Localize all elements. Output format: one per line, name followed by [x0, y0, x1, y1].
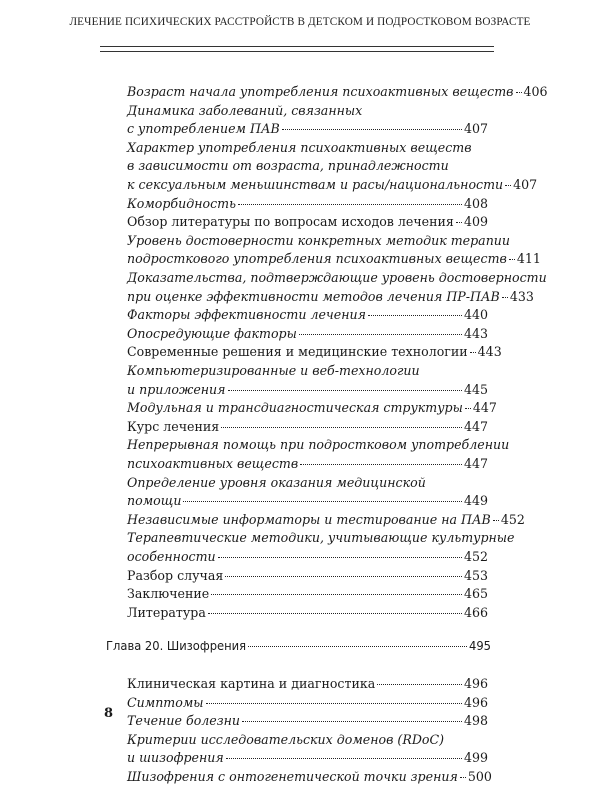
header-rule-thin [100, 51, 494, 52]
toc-entry [127, 306, 488, 324]
toc-entry-line [127, 269, 547, 287]
toc-page-number: 453 [463, 567, 488, 583]
toc-entry-title: Непрерывная помощь при подростковом употреблении [127, 437, 510, 453]
toc-entry [127, 399, 497, 417]
toc-entry [127, 712, 488, 730]
toc-page-number: 496 [463, 676, 488, 691]
toc-entry-title: в зависимости от возраста, принадлежности [127, 158, 449, 174]
toc-entry [127, 455, 488, 473]
toc-entry-line [127, 436, 510, 454]
toc-page-number: 447 [463, 418, 488, 434]
toc-page-number: 407 [463, 121, 488, 137]
toc-entry-title: Течение болезни [127, 713, 241, 729]
toc-entry [127, 511, 525, 529]
dot-leader [465, 408, 471, 409]
dot-leader [505, 185, 511, 186]
dot-leader [493, 520, 499, 521]
dot-leader [218, 557, 462, 558]
toc-entry-title: Заключение [127, 586, 210, 602]
toc-entry-title: Обзор литературы по вопросам исходов лечения [127, 214, 454, 230]
toc-entry [127, 83, 548, 101]
toc-entry [127, 749, 488, 767]
toc-entry-title: к сексуальным меньшинствам и расы/национальности [127, 177, 504, 192]
toc-entry-line [127, 157, 488, 175]
toc-page-number: 443 [463, 325, 488, 341]
toc-entry-title: Возраст начала употребления психоактивных веществ [127, 84, 514, 99]
dot-leader [248, 646, 467, 647]
dot-leader [368, 315, 462, 316]
toc-entry-title: Динамика заболеваний, связанных [127, 102, 363, 118]
toc-entry [127, 213, 488, 231]
toc-entry-title: особенности [127, 549, 216, 564]
dot-leader [456, 222, 462, 223]
dot-leader [206, 703, 462, 704]
toc-entry [127, 176, 538, 194]
toc-entry [127, 418, 488, 436]
toc-entry-line [127, 529, 515, 547]
toc-entry-title: Коморбидность [127, 195, 236, 211]
toc-page-number: 406 [523, 84, 548, 99]
page-number: 8 [104, 706, 114, 721]
toc-page-number: 447 [463, 456, 488, 471]
toc-entry-line [127, 474, 488, 492]
dot-leader [299, 334, 462, 335]
toc-page-number: 498 [463, 713, 488, 729]
dot-leader [516, 92, 522, 93]
dot-leader [242, 721, 462, 722]
toc-page-number: 445 [463, 381, 488, 397]
toc-entry [127, 604, 488, 622]
dot-leader [377, 684, 462, 685]
dot-leader [225, 576, 462, 577]
dot-leader [238, 204, 462, 205]
toc-entry [127, 492, 488, 510]
toc-page-number: 500 [467, 769, 492, 784]
toc-entry [127, 325, 488, 343]
toc-entry-line [127, 731, 488, 749]
toc-entry [127, 343, 502, 361]
toc-entry [127, 195, 488, 213]
toc-entry-line [127, 362, 488, 380]
toc-entry-title: Курс лечения [127, 418, 220, 434]
toc-entry [127, 250, 541, 268]
toc-entry-title: при оценке эффективности методов лечения ПР-ПАВ [127, 288, 500, 304]
toc-entry-title: Современные решения и медицинские технологии [127, 344, 468, 360]
toc-entry [127, 548, 488, 566]
toc-entry [127, 585, 488, 603]
toc-entry-title: Компьютеризированные и веб-технологии [127, 363, 420, 378]
toc-entry [127, 768, 492, 786]
toc-page-number: 447 [472, 400, 497, 416]
dot-leader [221, 427, 462, 428]
toc-page-number: 465 [463, 586, 488, 602]
toc-page-number: 466 [463, 604, 488, 620]
header-rule-thick [100, 46, 494, 47]
dot-leader [502, 297, 508, 298]
toc-entry-title: Критерии исследовательских доменов (RDoC) [127, 731, 445, 747]
toc-page-number: 499 [463, 750, 488, 766]
dot-leader [228, 390, 462, 391]
toc-entry [127, 567, 488, 585]
toc-page-number: 443 [477, 344, 502, 360]
toc-entry-title: Опосредующие факторы [127, 325, 297, 341]
toc-entry-line [127, 102, 488, 120]
dot-leader [208, 613, 462, 614]
chapter-page-number: 495 [469, 639, 491, 655]
toc-entry-title: с употреблением ПАВ [127, 121, 280, 137]
toc-entry-title: Независимые информаторы и тестирование на ПАВ [127, 511, 491, 527]
toc-page-number: 449 [463, 493, 488, 509]
dot-leader [509, 259, 515, 260]
toc-entry [127, 288, 534, 306]
running-head: ЛЕЧЕНИЕ ПСИХИЧЕСКИХ РАССТРОЙСТВ В ДЕТСКОМ И ПОДРОСТКОВОМ ВОЗРАСТЕ [69, 16, 531, 28]
toc-page-number: 496 [463, 694, 488, 710]
toc-entry-title: Клиническая картина и диагностика [127, 676, 376, 691]
toc-entry-title: Разбор случая [127, 567, 224, 583]
toc-page-number: 440 [463, 307, 488, 323]
toc-page-number: 411 [516, 251, 541, 267]
dot-leader [460, 777, 466, 778]
toc-entry-title: Определение уровня оказания медицинской [127, 474, 426, 490]
toc-page-number: 408 [463, 195, 488, 211]
toc-entry-title: психоактивных веществ [127, 456, 299, 471]
chapter-heading [106, 638, 491, 656]
toc-entry-title: Литература [127, 604, 206, 620]
toc-entry-line [127, 139, 488, 157]
dot-leader [226, 758, 462, 759]
toc-entry-title: Факторы эффективности лечения [127, 307, 366, 323]
dot-leader [470, 352, 476, 353]
toc-entry-title: и приложения [127, 381, 226, 397]
toc-entry [127, 381, 488, 399]
toc-page-number: 452 [500, 511, 525, 527]
toc-entry-title: Терапевтические методики, учитывающие культурные [127, 530, 515, 546]
toc-entry-title: Уровень достоверности конкретных методик терапии [127, 232, 511, 248]
toc-entry-title: Симптомы [127, 694, 204, 710]
toc-entry-title: Доказательства, подтверждающие уровень достоверности [127, 270, 547, 285]
toc-page-number: 409 [463, 214, 488, 230]
toc-entry-title: помощи [127, 493, 182, 509]
dot-leader [282, 129, 462, 130]
toc-entry-title: и шизофрения [127, 750, 224, 766]
toc-entry-title: подросткового употребления психоактивных веществ [127, 251, 507, 267]
toc-page-number: 407 [513, 177, 538, 192]
toc-entry-title: Модульная и трансдиагностическая структуры [127, 400, 463, 416]
toc-entry-title: Характер употребления психоактивных веществ [127, 139, 472, 155]
toc-entry-line [127, 232, 511, 250]
toc-entry-title: Шизофрения с онтогенетической точки зрения [127, 769, 458, 784]
toc-entry [127, 120, 488, 138]
dot-leader [183, 501, 462, 502]
chapter-title: Глава 20. Шизофрения [106, 639, 247, 655]
dot-leader [211, 594, 462, 595]
toc-entry [127, 694, 488, 712]
dot-leader [300, 464, 462, 465]
toc-page-number: 452 [463, 549, 488, 564]
toc-page-number: 433 [509, 288, 534, 304]
toc-entry [127, 675, 488, 693]
